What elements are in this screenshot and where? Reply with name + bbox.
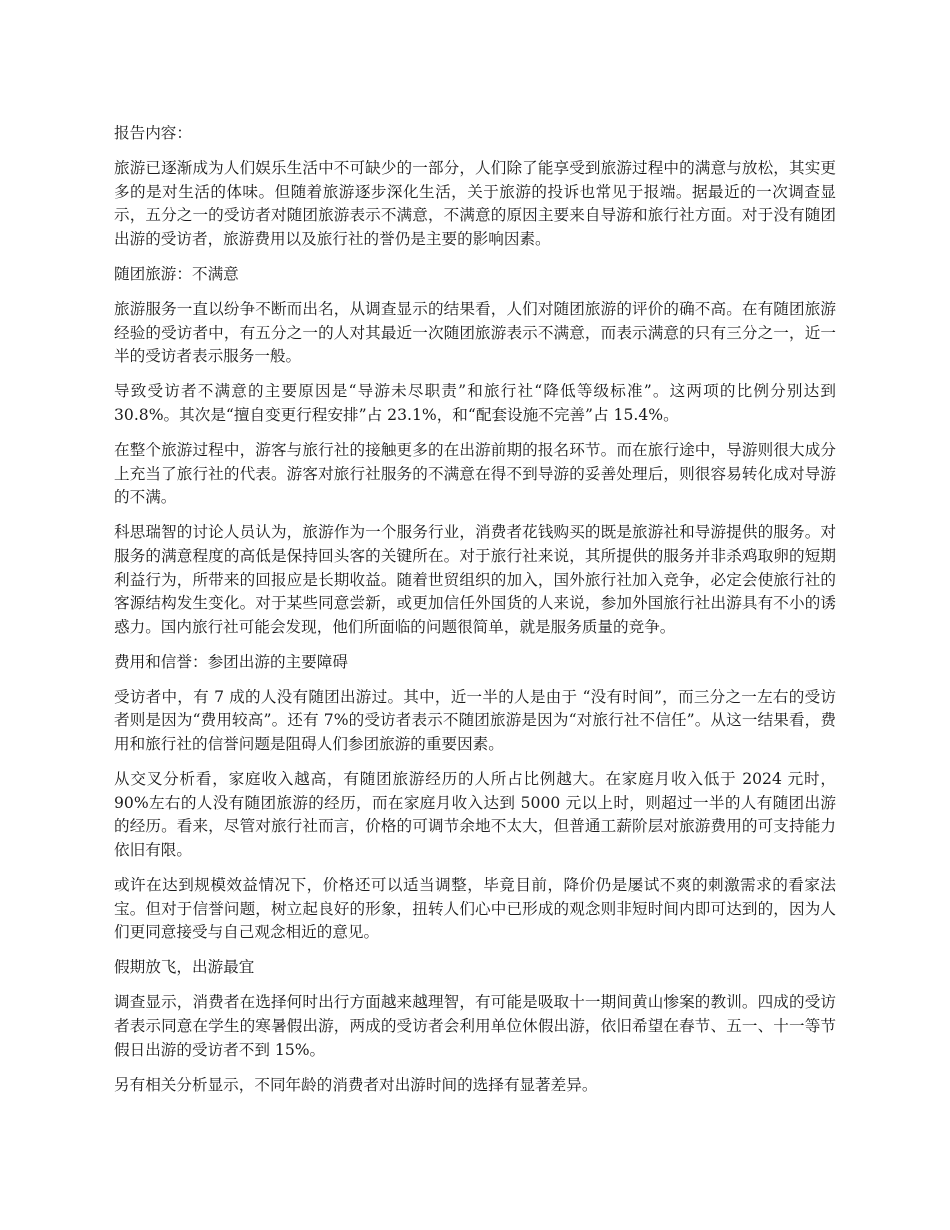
paragraph-service-reputation: 旅游服务一直以纷争不断而出名，从调查显示的结果看，人们对随团旅游的评价的确不高。在有随团旅游经验的受访者中，有五分之一的人对其最近一次随团旅游表示不满意，而表示满意的只有三分之一，近一半的受访者表示服务一般。 (114, 300, 836, 366)
paragraph-travel-timing: 调查显示，消费者在选择何时出行方面越来越理智，有可能是吸取十一期间黄山惨案的教训。四成的受访者表示同意在学生的寒暑假出游，两成的受访者会利用单位休假出游，依旧希望在春节、五一、十一等节假日出游的受访者不到 15%。 (114, 993, 836, 1059)
paragraph-intro: 旅游已逐渐成为人们娱乐生活中不可缺少的一部分，人们除了能享受到旅游过程中的满意与放松，其实更多的是对生活的体味。但随着旅游逐步深化生活，关于旅游的投诉也常见于报端。据最近的一次调查显示，五分之一的受访者对随团旅游表示不满意，不满意的原因主要来自导游和旅行社方面。对于没有随团出游的受访者，旅游费用以及旅行社的誉仍是主要的影响因素。 (114, 159, 836, 248)
paragraph-guide-role: 在整个旅游过程中，游客与旅行社的接触更多的在出游前期的报名环节。而在旅行途中，导游则很大成分上充当了旅行社的代表。游客对旅行社服务的不满意在得不到导游的妥善处理后，则很容易转化成对导游的不满。 (114, 441, 836, 507)
paragraph-price-adjustment: 或许在达到规模效益情况下，价格还可以适当调整，毕竟目前，降价仍是屡试不爽的刺激需求的看家法宝。但对于信誉问题，树立起良好的形象，扭转人们心中已形成的观念则非短时间内即可达到的，因为人们更同意接受与自己观念相近的意见。 (114, 876, 836, 942)
paragraph-dissatisfaction-reasons: 导致受访者不满意的主要原因是“导游未尽职责”和旅行社“降低等级标准”。这两项的比例分别达到 30.8%。其次是“擅自变更行程安排”占 23.1%，和“配套设施不完善”占 15.4%。 (114, 382, 836, 424)
section-heading-group-tour: 随团旅游：不满意 (114, 264, 239, 283)
paragraph-non-participation: 受访者中，有 7 成的人没有随团出游过。其中，近一半的人是由于 “没有时间”，而三分之一左右的受访者则是因为“费用较高”。还有 7%的受访者表示不随团旅游是因为“对旅行社不信任”。从这一结果看，费用和旅行社的信誉问题是阻碍人们参团旅游的重要因素。 (114, 687, 836, 754)
paragraph-age-difference: 另有相关分析显示，不同年龄的消费者对出游时间的选择有显著差异。 (114, 1075, 598, 1094)
section-heading-holiday-travel: 假期放飞，出游最宜 (114, 958, 255, 977)
intro-label: 报告内容： (114, 124, 192, 142)
paragraph-expert-opinion: 科思瑞智的讨论人员认为，旅游作为一个服务行业，消费者花钱购买的既是旅游社和导游提供的服务。对服务的满意程度的高低是保持回头客的关键所在。对于旅行社来说，其所提供的服务并非杀鸡取卵的短期利益行为，所带来的回报应是长期收益。随着世贸组织的加入，国外旅行社加入竞争，必定会使旅行社的客源结构发生变化。对于某些同意尝新，或更加信任外国货的人来说，参加外国旅行社出游具有不小的诱惑力。国内旅行社可能会发现，他们所面临的问题很简单，就是服务质量的竞争。 (114, 523, 836, 636)
section-heading-cost-credibility: 费用和信誉：参团出游的主要障碍 (114, 652, 348, 671)
paragraph-income-analysis: 从交叉分析看，家庭收入越高，有随团旅游经历的人所占比例越大。在家庭月收入低于 2024 元时，90%左右的人没有随团旅游的经历，而在家庭月收入达到 5000 元以上时，则超过一半的人有随团出游的经历。看来，尽管对旅行社而言，价格的可调节余地不太大，但普通工薪阶层对旅游费用的可支持能力依旧有限。 (114, 770, 836, 859)
document-body (114, 122, 836, 1109)
